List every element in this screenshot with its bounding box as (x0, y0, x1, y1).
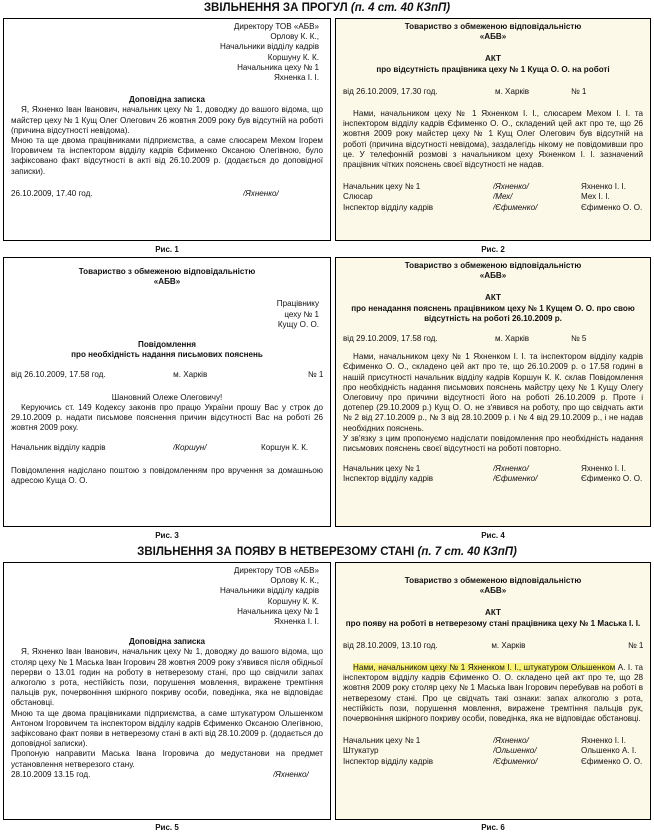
sign-role: Слюсар (343, 192, 373, 202)
notice-paragraph: Керуючись ст. 149 Кодексу законів про працю України прошу Вас у строк до 29.10.2009 р. надати письмове пояснення причин відсутності Вас на роботі 26 жовтня 2009 року. (11, 402, 323, 433)
sign-role: Інспектор відділу кадрів (343, 474, 434, 484)
notice-greeting: Шановний Олеже Олеговичу! (111, 392, 223, 402)
notice-subject: про необхідність надання письмових пояснень (71, 350, 263, 360)
fig5-memo (3, 562, 331, 820)
figure-caption: Рис. 4 (481, 531, 505, 540)
act-city: м. Харків (495, 334, 530, 344)
sign-signature: /Мех/ (493, 192, 513, 202)
section-ref: (п. 4 ст. 40 КЗпП) (350, 2, 451, 14)
org-name: Товариство з обмеженою відповідальністю (404, 576, 582, 585)
addr-line: цеху № 1 (284, 309, 319, 319)
company-name: «АБВ» (153, 277, 181, 287)
sign-name: Ольшенко А. І. (581, 746, 637, 756)
fig6-act (335, 562, 651, 820)
fig2-act (335, 18, 651, 241)
addr-line: Коршуну К. К. (267, 52, 319, 62)
sign-name: Яхненко І. І. (581, 182, 626, 192)
addr-line: Начальники відділу кадрів (219, 586, 319, 596)
memo-paragraph: Я, Яхненко Іван Іванович, начальник цеху № 1, доводжу до вашого відома, що майстер цеху № 1 Кущ Олег Олегович 26 жовтня 2009 року був відсутній на роботі (причина відсутності невідома). (11, 105, 323, 135)
act-date: від 26.10.2009, 17.30 год. (343, 86, 438, 96)
memo-paragraph: Я, Яхненко Іван Іванович, начальник цеху № 1, доводжу до вашого відома, що столяр цеху № 1 Маська Іван Ігорович 28 жовтня 2009 року з'явився після обідньої перерви о 13.01 годин на роботу в нетверезому стані, про що свідчили запах алкоголю з рота, нестійкість пози, порушення мовлення, виражене тремтіння пальців рук, почервоніння шкірного покриву особи, поведінка, яка не відповідає обстановці. (11, 647, 323, 708)
sign-role: Начальник цеху № 1 (343, 736, 421, 746)
notice-title: Повідомлення (138, 340, 196, 350)
addr-line: Директору ТОВ «АБВ» (233, 566, 319, 575)
sign-role: Штукатур (343, 746, 379, 756)
memo-paragraph: Мною та ще двома працівниками підприємства, а саме слюсарем Мехом Ігорем Ігоровичем та інспектором відділу кадрів Єфименко Оксаною Олегівною, було зафіксовано факт відсутності в акті від 26.10.2009 р. (додається до доповідної записки). (11, 136, 323, 176)
addr-line: Яхненка І. І. (273, 617, 319, 627)
addr-line: Начальника цеху № 1 (237, 62, 319, 72)
sign-role: Начальник цеху № 1 (343, 464, 421, 474)
memo-title: Доповідна записка (129, 637, 205, 647)
sign-name: Яхненко І. І. (581, 736, 626, 746)
memo-paragraph: Мною та ще двома працівниками підприємства, а саме штукатуром Ольшенком Антоном Ігоровичем та інспектором відділу кадрів Єфименко Оксаною Олегівною, зафіксовано факт появи в нетверезому стані в акті від 28.10.2009 р. (додається до доповідної записки). (11, 708, 323, 749)
act-paragraph: Нами, начальником цеху № 1 Яхненком І. І. та інспектором відділу кадрів Єфименко О. О., складено цей акт про те, що 26.10.2009 р. о 17.58 годині в нашій присутності начальник відділу кадрів Коршун К. К. склав Повідомлення про необхідність надання письмових пояснень майстру цеху № 1 Кущу Олегу Олеговичу про причини відсутності його на роботі 26.10.2009 р. Проте і дотепер (29.10.2009 р.) Кущ О. О. не з'явився на роботу, про що свідчать акти № 2 від 27.10.2009 р., № 3 від 28.10.2009 р. і № 4 від 29.10.2009 р., і не надав необхідних пояснень. (343, 352, 643, 433)
company-name: «АБВ» (479, 32, 507, 42)
sign-name: Єфименко О. О. (581, 474, 643, 484)
fig4-act (335, 257, 651, 527)
addr-line: Директору ТОВ «АБВ» (233, 22, 319, 31)
company-name: «АБВ» (479, 586, 507, 596)
memo-date: 26.10.2009, 17.40 год. (11, 188, 93, 198)
fig3-notice (3, 257, 331, 527)
org-name: Товариство з обмеженою відповідальністю (404, 261, 582, 270)
section-title-intoxication (0, 546, 654, 559)
act-paragraph-rest: А. І. та інспектором відділу кадрів Єфименко О. О. складено цей акт про те, що 28 жовтня 2009 року столяр цеху № 1 Маська Іван Ігорович перебував на роботі в нетверезому стані. Про це свідчать такі ознаки: запах алкоголю з рота, нестійкість пози, порушення мовлення, виражене тремтіння пальців рук, почервоніння шкірного покриву особи, поведінка, яка не відповідає обстановці. (343, 663, 643, 724)
addr-line: Коршуну К. К. (267, 596, 319, 606)
sign-role: Начальник відділу кадрів (11, 443, 106, 453)
act-number: № 5 (571, 334, 587, 344)
act-paragraph (343, 663, 643, 724)
sign-signature: /Коршун/ (173, 443, 207, 453)
addr-line: Начальника цеху № 1 (237, 606, 319, 616)
sign-name: Єфименко О. О. (581, 202, 643, 212)
act-number: № 1 (627, 640, 643, 650)
addr-line: Яхненка І. І. (273, 73, 319, 83)
figure-caption: Рис. 3 (155, 531, 179, 540)
notice-delivery-note: Повідомлення надіслано поштою з повідомленням про вручення за домашньою адресою Куща О. О. (11, 465, 323, 485)
notice-date: від 26.10.2009, 17.58 год. (11, 370, 106, 380)
act-date: від 29.10.2009, 17.58 год. (343, 334, 438, 344)
sign-signature: /Єфименко/ (493, 202, 538, 212)
sign-signature: /Яхненко/ (493, 182, 529, 192)
act-title: АКТ (485, 293, 501, 303)
sign-signature: /Єфименко/ (493, 474, 538, 484)
section-title-text: ЗВІЛЬНЕННЯ ЗА ПРОГУЛ (203, 2, 348, 14)
figure-caption: Рис. 5 (155, 823, 179, 832)
sign-signature: /Ольшенко/ (493, 746, 537, 756)
act-paragraph: Нами, начальником цеху № 1 Яхненком І. І., слюсарем Мехом І. І. та інспектором відділу кадрів Єфименко О. О., складений цей акт про те, що 26 жовтня 2009 року майстер цеху № 1 Кущ Олег Олегович був відсутній на роботі (причина відсутності невідома), заздалегідь нікому не повідомивши про це. У телефонній розмові з начальником цеху Яхненком І. І. зазначений працівник чітких пояснень своєї відсутності не надав. (343, 109, 643, 170)
company-name: «АБВ» (479, 271, 507, 281)
highlighted-text: Нами, начальником цеху № 1 Яхненком І. І., штукатуром Ольшенком (353, 663, 616, 673)
memo-paragraph: Пропоную направити Маська Івана Ігоровича до медустанови на предмет установлення нетверезого стану. (11, 749, 323, 769)
section-title-absenteeism (0, 2, 654, 15)
sign-signature: /Яхненко/ (493, 736, 529, 746)
figure-caption: Рис. 1 (155, 245, 179, 254)
figure-caption: Рис. 6 (481, 823, 505, 832)
memo-signature: /Яхненко/ (273, 769, 309, 779)
sign-role: Інспектор відділу кадрів (343, 202, 434, 212)
act-city: м. Харків (495, 86, 530, 96)
addr-line: Працівнику (276, 299, 319, 309)
act-subject: про ненадання пояснень працівником цеху № 1 Кущем О. О. про свою відсутність на роботі 26.10.2009 р. (351, 303, 635, 323)
act-city: м. Харків (491, 640, 526, 650)
sign-name: Коршун К. К. (261, 443, 309, 453)
memo-date: 28.10.2009 13.15 год. (11, 769, 91, 779)
addr-line: Орлову К. К., (270, 32, 319, 42)
sign-role: Начальник цеху № 1 (343, 182, 421, 192)
memo-signature: /Яхненко/ (243, 188, 279, 198)
sign-role: Інспектор відділу кадрів (343, 756, 434, 766)
act-date: від 28.10.2009, 13.10 год. (343, 640, 438, 650)
sign-name: Мех І. І. (581, 192, 610, 202)
notice-city: м. Харків (173, 370, 208, 380)
act-paragraph: У зв'язку з цим пропонуємо надіслати повідомлення про необхідність надання письмових пояснень своєї відсутності на роботі повторно. (343, 433, 643, 454)
act-subject: про відсутність працівника цеху № 1 Куща О. О. на роботі (376, 64, 610, 74)
section-title-text: ЗВІЛЬНЕННЯ ЗА ПОЯВУ В НЕТВЕРЕЗОМУ СТАНІ (137, 546, 415, 558)
act-subject: про появу на роботі в нетверезому стані працівника цеху № 1 Маська І. І. (345, 618, 641, 628)
addr-line: Кущу О. О. (277, 319, 319, 329)
addr-line: Орлову К. К., (270, 576, 319, 586)
act-number: № 1 (571, 86, 587, 96)
sign-signature: /Єфименко/ (493, 756, 538, 766)
act-title: АКТ (485, 54, 501, 64)
memo-title: Доповідна записка (129, 95, 205, 105)
notice-number: № 1 (307, 370, 323, 380)
section-ref: (п. 7 ст. 40 КЗпП) (417, 546, 517, 558)
org-name: Товариство з обмеженою відповідальністю (404, 22, 582, 31)
sign-name: Єфименко О. О. (581, 756, 643, 766)
org-name: Товариство з обмеженою відповідальністю (78, 267, 256, 276)
act-title: АКТ (485, 608, 501, 618)
sign-name: Яхненко І. І. (581, 464, 626, 474)
addr-line: Начальники відділу кадрів (219, 42, 319, 52)
fig1-memo (3, 18, 331, 241)
figure-caption: Рис. 2 (481, 245, 505, 254)
sign-signature: /Яхненко/ (493, 464, 529, 474)
